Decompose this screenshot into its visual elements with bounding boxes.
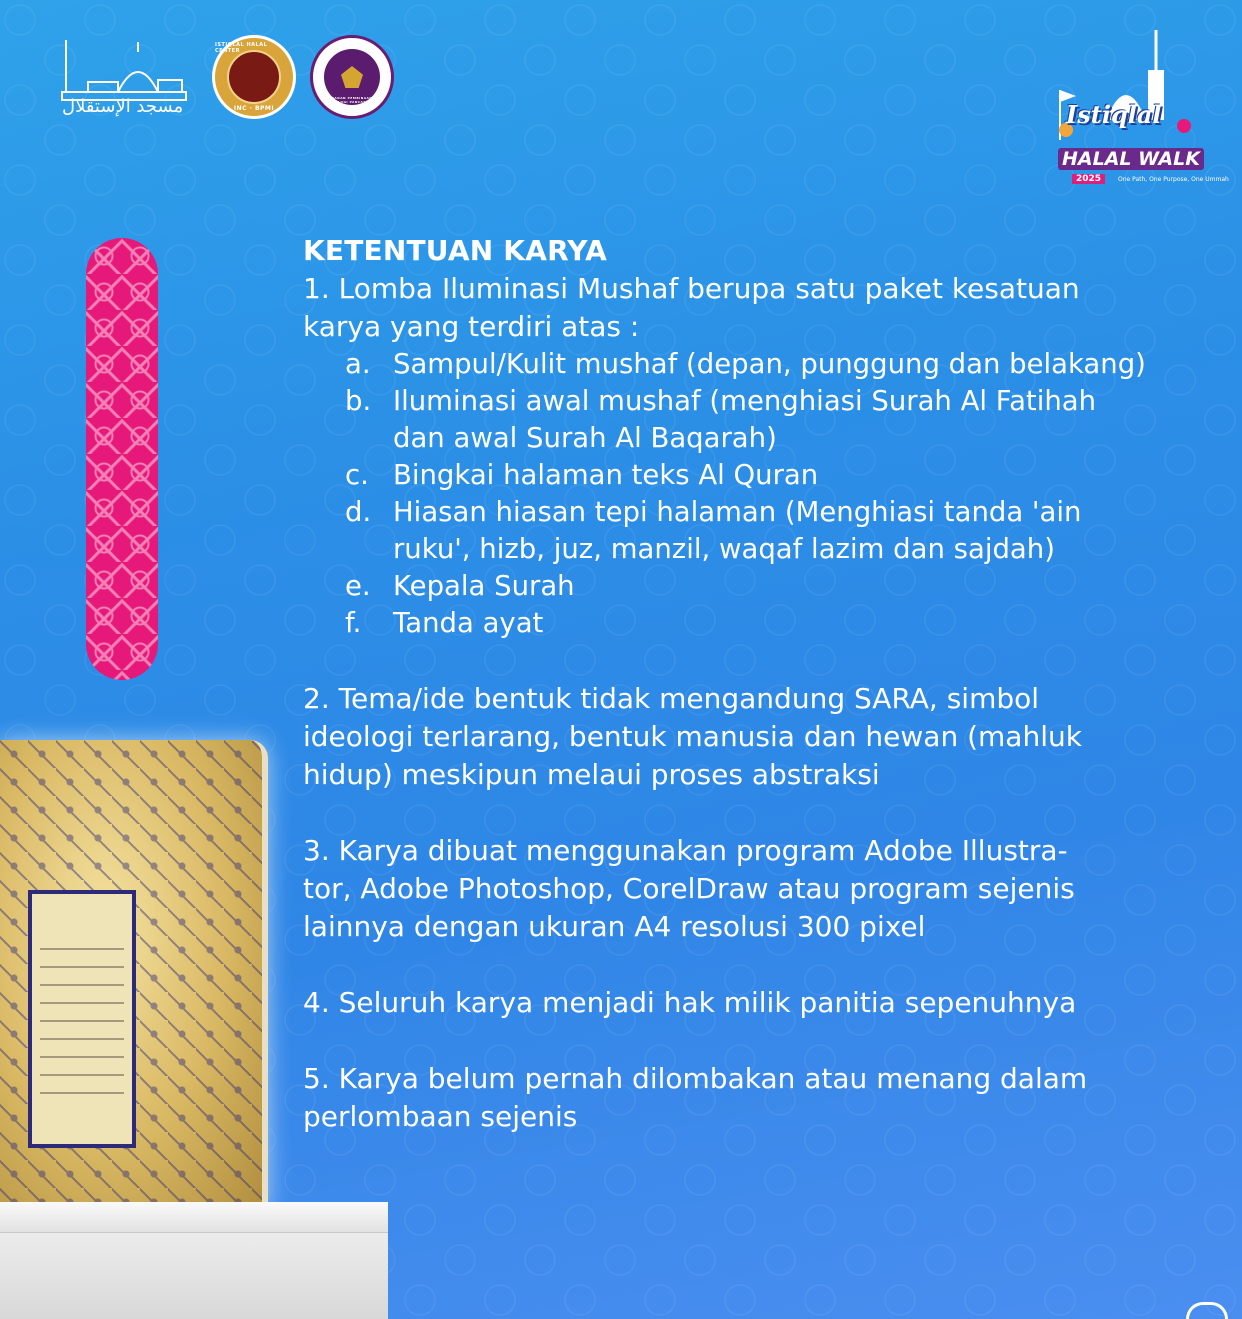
sub-item-text: Hiasan hiasan tepi halaman (Menghiasi tanda 'ain ruku', hizb, juz, manzil, waqaf lazim dan sajdah) bbox=[393, 496, 1082, 565]
list-item bbox=[303, 494, 1208, 568]
list-item bbox=[303, 346, 1208, 383]
sub-item-letter: e. bbox=[345, 570, 371, 602]
event-title: Istiqlal bbox=[1066, 100, 1162, 129]
istiqlal-mosque-logo bbox=[58, 32, 198, 122]
sub-item-text: Bingkai halaman teks Al Quran bbox=[393, 459, 819, 491]
sub-item-letter: d. bbox=[345, 496, 372, 528]
sub-item-text: Kepala Surah bbox=[393, 570, 575, 602]
rule-item-3: 3. Karya dibuat menggunakan program Adobe Illustra- tor, Adobe Photoshop, CorelDraw atau program sejenis lainnya dengan ukuran A4 resolusi 300 pixel bbox=[303, 834, 1075, 943]
list-item bbox=[303, 383, 1208, 457]
sub-item-letter: b. bbox=[345, 385, 372, 417]
sub-item-text: Tanda ayat bbox=[393, 607, 544, 639]
sub-item-text: Iluminasi awal mushaf (menghiasi Surah Al Fatihah dan awal Surah Al Baqarah) bbox=[393, 385, 1097, 454]
sub-item-letter: f. bbox=[345, 607, 362, 639]
list-item bbox=[303, 457, 1208, 494]
rule-1-sublist bbox=[303, 346, 1208, 642]
event-subtitle: HALAL WALK bbox=[1058, 148, 1204, 170]
list-item bbox=[303, 605, 1208, 642]
partner-logos bbox=[58, 32, 394, 122]
halal-center-bottom-text: INC · BPMI bbox=[233, 105, 275, 112]
halal-center-badge bbox=[212, 35, 296, 119]
decorative-pink-bar bbox=[86, 238, 158, 680]
rule-item-2: 2. Tema/ide bentuk tidak mengandung SARA, simbol ideologi terlarang, bentuk manusia dan hewan (mahluk hidup) meskipun melaui proses abstraksi bbox=[303, 682, 1082, 791]
rule-item-4: 4. Seluruh karya menjadi hak milik panitia sepenuhnya bbox=[303, 986, 1077, 1019]
event-tagline: One Path, One Purpose, One Ummah bbox=[1118, 176, 1229, 183]
mushaf-illustration bbox=[0, 740, 268, 1210]
pedestal-top bbox=[0, 1202, 388, 1233]
rules-section bbox=[303, 232, 1208, 1136]
section-heading: KETENTUAN KARYA bbox=[303, 234, 607, 267]
rule-item-5: 5. Karya belum pernah dilombakan atau menang dalam perlombaan sejenis bbox=[303, 1062, 1088, 1133]
list-item bbox=[303, 568, 1208, 605]
sub-item-letter: a. bbox=[345, 348, 371, 380]
halal-walk-logo bbox=[1036, 30, 1229, 190]
geometric-ornament-icon bbox=[86, 238, 158, 680]
sub-item-letter: c. bbox=[345, 459, 369, 491]
bpip-badge bbox=[310, 35, 394, 119]
garuda-icon bbox=[341, 66, 363, 88]
mushaf-text-panel bbox=[28, 890, 136, 1148]
bpip-text: BADAN PEMBINAAN IDEOLOGI PANCASILA · REPUBLIK INDONESIA bbox=[327, 96, 377, 108]
halal-center-emblem-icon bbox=[227, 50, 281, 104]
rule-item-1: 1. Lomba Iluminasi Mushaf berupa satu paket kesatuan karya yang terdiri atas : bbox=[303, 272, 1080, 343]
sub-item-text: Sampul/Kulit mushaf (depan, punggung dan belakang) bbox=[393, 348, 1146, 380]
event-year: 2025 bbox=[1072, 174, 1105, 184]
mosque-logo-text: مسجد الإستقلال bbox=[62, 96, 184, 117]
halal-center-top-text: ISTIQLAL HALAL CENTER bbox=[215, 42, 268, 54]
